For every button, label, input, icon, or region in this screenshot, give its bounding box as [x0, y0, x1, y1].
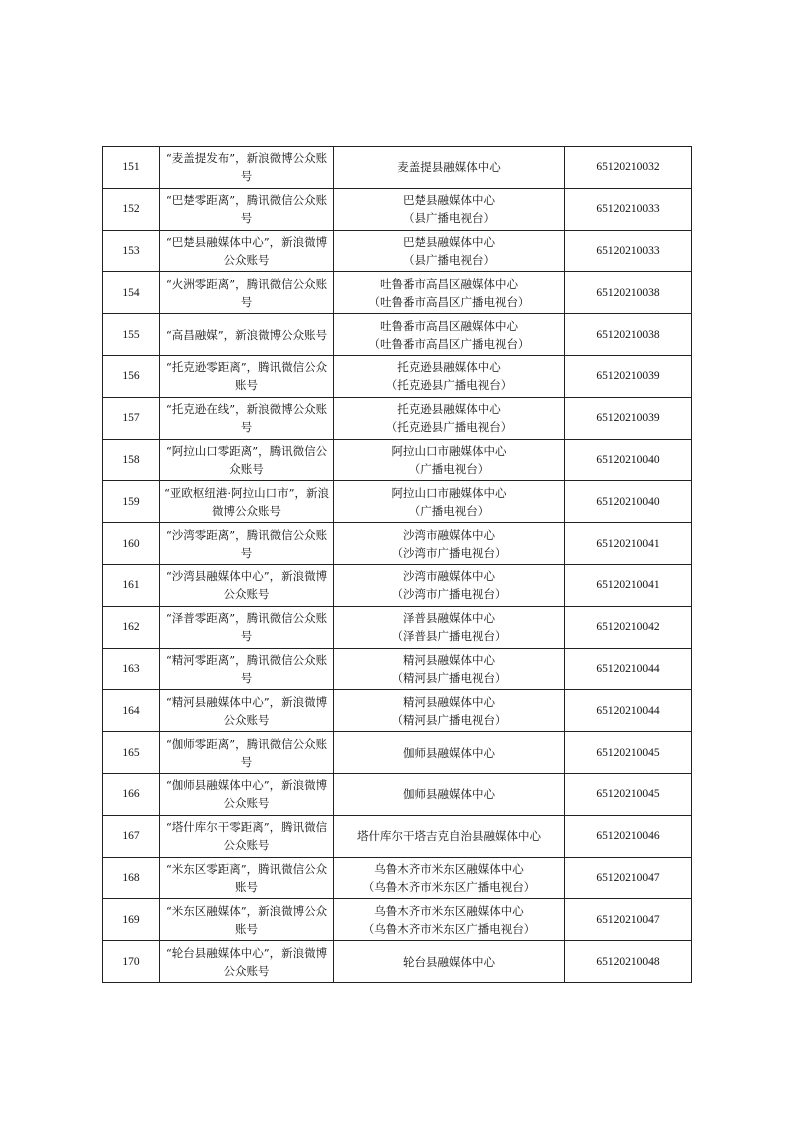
row-number: 151	[103, 147, 160, 189]
account-name-line: “托克逊在线”，新浪微博公众账	[165, 402, 328, 417]
account-name-cell	[160, 314, 334, 356]
account-name-cell	[160, 773, 334, 815]
account-name-line: 号	[240, 545, 253, 560]
account-name-cell	[160, 648, 334, 690]
operating-unit-cell	[334, 147, 565, 189]
table-row	[103, 188, 692, 230]
table-row	[103, 606, 692, 648]
license-number: 65120210044	[565, 690, 692, 732]
operating-unit-line: （沙湾市广播电视台）	[391, 587, 507, 602]
operating-unit-cell	[334, 815, 565, 857]
operating-unit-cell	[334, 564, 565, 606]
operating-unit-line: 巴楚县融媒体中心	[403, 234, 495, 249]
license-number: 65120210038	[565, 272, 692, 314]
account-name-line: “高昌融媒”，新浪微博公众账号	[165, 327, 328, 342]
operating-unit-line: 沙湾市融媒体中心	[403, 569, 495, 584]
operating-unit-line: （广播电视台）	[408, 461, 490, 476]
account-name-cell	[160, 606, 334, 648]
operating-unit-cell	[334, 272, 565, 314]
account-name-line: 号	[240, 211, 253, 226]
license-number: 65120210046	[565, 815, 692, 857]
table-row	[103, 523, 692, 565]
operating-unit-line: 泽普县融媒体中心	[403, 611, 495, 626]
account-name-cell	[160, 355, 334, 397]
account-name-line: 微博公众账号	[212, 503, 281, 518]
account-name-line: 公众账号	[223, 252, 270, 267]
operating-unit-cell	[334, 690, 565, 732]
operating-unit-line: 麦盖提县融媒体中心	[397, 160, 501, 175]
account-name-line: 号	[240, 670, 253, 685]
table-row	[103, 941, 692, 983]
row-number: 161	[103, 564, 160, 606]
account-name-line: 账号	[235, 378, 258, 393]
row-number: 153	[103, 230, 160, 272]
account-name-cell	[160, 439, 334, 481]
account-name-line: 公众账号	[223, 796, 270, 811]
operating-unit-line: 伽师县融媒体中心	[403, 745, 495, 760]
account-name-line: 公众账号	[223, 963, 270, 978]
account-name-cell	[160, 272, 334, 314]
operating-unit-line: 沙湾市融媒体中心	[403, 527, 495, 542]
operating-unit-cell	[334, 606, 565, 648]
table-row	[103, 355, 692, 397]
table-row	[103, 899, 692, 941]
account-name-cell	[160, 690, 334, 732]
operating-unit-line: （托克逊县广播电视台）	[385, 420, 513, 435]
operating-unit-line: 吐鲁番市高昌区融媒体中心	[380, 276, 518, 291]
operating-unit-cell	[334, 523, 565, 565]
operating-unit-cell	[334, 230, 565, 272]
table-row	[103, 815, 692, 857]
row-number: 166	[103, 773, 160, 815]
row-number: 165	[103, 732, 160, 774]
operating-unit-line: 精河县融媒体中心	[403, 652, 495, 667]
account-name-line: “泽普零距离”，腾讯微信公众账	[165, 611, 328, 626]
license-number: 65120210045	[565, 732, 692, 774]
license-number: 65120210039	[565, 397, 692, 439]
account-name-line: 公众账号	[223, 587, 270, 602]
account-name-line: 公众账号	[223, 712, 270, 727]
operating-unit-cell	[334, 857, 565, 899]
account-name-line: “亚欧枢纽港·阿拉山口市”，新浪	[164, 485, 329, 500]
account-name-line: “巴楚县融媒体中心”，新浪微博	[165, 234, 328, 249]
account-name-line: “麦盖提发布”，新浪微博公众账	[165, 151, 328, 166]
operating-unit-line: 托克逊县融媒体中心	[397, 360, 501, 375]
operating-unit-line: （乌鲁木齐市米东区广播电视台）	[362, 879, 536, 894]
operating-unit-line: （县广播电视台）	[403, 252, 495, 267]
operating-unit-line: 巴楚县融媒体中心	[403, 193, 495, 208]
row-number: 167	[103, 815, 160, 857]
table-row	[103, 481, 692, 523]
row-number: 155	[103, 314, 160, 356]
account-name-line: 号	[240, 629, 253, 644]
account-name-cell	[160, 899, 334, 941]
row-number: 168	[103, 857, 160, 899]
account-name-cell	[160, 564, 334, 606]
account-name-cell	[160, 941, 334, 983]
account-name-cell	[160, 397, 334, 439]
operating-unit-line: 阿拉山口市融媒体中心	[391, 443, 507, 458]
license-number: 65120210032	[565, 147, 692, 189]
license-number: 65120210047	[565, 857, 692, 899]
table-row	[103, 397, 692, 439]
account-name-line: “精河县融媒体中心”，新浪微博	[165, 694, 328, 709]
row-number: 164	[103, 690, 160, 732]
account-name-line: 号	[240, 294, 253, 309]
account-name-line: “伽师零距离”，腾讯微信公众账	[165, 736, 328, 751]
operating-unit-cell	[334, 899, 565, 941]
license-number: 65120210042	[565, 606, 692, 648]
operating-unit-line: （精河县广播电视台）	[391, 670, 507, 685]
operating-unit-line: 乌鲁木齐市米东区融媒体中心	[374, 861, 524, 876]
account-name-line: “巴楚零距离”，腾讯微信公众账	[165, 193, 328, 208]
row-number: 160	[103, 523, 160, 565]
account-name-line: “火洲零距离”，腾讯微信公众账	[165, 276, 328, 291]
table-row	[103, 439, 692, 481]
account-name-line: “阿拉山口零距离”，腾讯微信公	[165, 443, 328, 458]
account-name-cell	[160, 732, 334, 774]
account-name-line: “塔什库尔干零距离”，腾讯微信	[165, 820, 328, 835]
table-row	[103, 857, 692, 899]
operating-unit-line: （吐鲁番市高昌区广播电视台）	[368, 294, 530, 309]
table-row	[103, 732, 692, 774]
operating-unit-cell	[334, 481, 565, 523]
account-name-line: “托克逊零距离”，腾讯微信公众	[165, 360, 328, 375]
operating-unit-cell	[334, 732, 565, 774]
table-row	[103, 272, 692, 314]
operating-unit-line: 托克逊县融媒体中心	[397, 402, 501, 417]
account-name-cell	[160, 147, 334, 189]
account-name-cell	[160, 523, 334, 565]
operating-unit-cell	[334, 439, 565, 481]
table-row	[103, 648, 692, 690]
account-name-line: 号	[240, 754, 253, 769]
row-number: 152	[103, 188, 160, 230]
account-name-line: “沙湾零距离”，腾讯微信公众账	[165, 527, 328, 542]
row-number: 157	[103, 397, 160, 439]
table-row	[103, 230, 692, 272]
operating-unit-cell	[334, 355, 565, 397]
license-number: 65120210044	[565, 648, 692, 690]
row-number: 170	[103, 941, 160, 983]
account-name-line: 公众账号	[223, 838, 270, 853]
account-name-cell	[160, 857, 334, 899]
operating-unit-line: （乌鲁木齐市米东区广播电视台）	[362, 921, 536, 936]
account-name-line: “伽师县融媒体中心”，新浪微博	[165, 778, 328, 793]
row-number: 154	[103, 272, 160, 314]
operating-unit-line: 轮台县融媒体中心	[403, 954, 495, 969]
account-name-cell	[160, 481, 334, 523]
account-name-line: 号	[240, 169, 253, 184]
account-name-line: “沙湾县融媒体中心”，新浪微博	[165, 569, 328, 584]
operating-unit-cell	[334, 314, 565, 356]
operating-unit-cell	[334, 648, 565, 690]
operating-unit-line: （吐鲁番市高昌区广播电视台）	[368, 336, 530, 351]
license-number: 65120210045	[565, 773, 692, 815]
account-name-cell	[160, 188, 334, 230]
operating-unit-cell	[334, 188, 565, 230]
table-row	[103, 690, 692, 732]
operating-unit-line: 阿拉山口市融媒体中心	[391, 485, 507, 500]
account-name-line: 账号	[235, 879, 258, 894]
operating-unit-line: 乌鲁木齐市米东区融媒体中心	[374, 903, 524, 918]
row-number: 158	[103, 439, 160, 481]
row-number: 169	[103, 899, 160, 941]
license-number: 65120210047	[565, 899, 692, 941]
account-name-line: “轮台县融媒体中心”，新浪微博	[165, 945, 328, 960]
account-name-line: 众账号	[229, 461, 264, 476]
operating-unit-line: 塔什库尔干塔吉克自治县融媒体中心	[357, 829, 541, 844]
row-number: 156	[103, 355, 160, 397]
table-row	[103, 564, 692, 606]
operating-unit-line: （县广播电视台）	[403, 211, 495, 226]
license-number: 65120210041	[565, 564, 692, 606]
operating-unit-line: （泽普县广播电视台）	[391, 629, 507, 644]
license-number: 65120210038	[565, 314, 692, 356]
account-name-line: “精河零距离”，腾讯微信公众账	[165, 652, 328, 667]
operating-unit-line: （精河县广播电视台）	[391, 712, 507, 727]
operating-unit-line: （广播电视台）	[408, 503, 490, 518]
operating-unit-line: 精河县融媒体中心	[403, 694, 495, 709]
operating-unit-line: （沙湾市广播电视台）	[391, 545, 507, 560]
account-name-line: 号	[240, 420, 253, 435]
account-name-line: 账号	[235, 921, 258, 936]
account-name-cell	[160, 815, 334, 857]
operating-unit-cell	[334, 397, 565, 439]
table-row	[103, 147, 692, 189]
table-row	[103, 773, 692, 815]
account-name-line: “米东区零距离”，腾讯微信公众	[165, 861, 328, 876]
license-number: 65120210039	[565, 355, 692, 397]
operating-unit-line: （托克逊县广播电视台）	[385, 378, 513, 393]
license-number: 65120210048	[565, 941, 692, 983]
license-number: 65120210041	[565, 523, 692, 565]
license-number: 65120210040	[565, 481, 692, 523]
license-number: 65120210033	[565, 230, 692, 272]
row-number: 159	[103, 481, 160, 523]
operating-unit-cell	[334, 941, 565, 983]
license-number: 65120210040	[565, 439, 692, 481]
table-row	[103, 314, 692, 356]
table-body	[103, 147, 692, 983]
account-name-line: “米东区融媒体”，新浪微博公众	[165, 903, 328, 918]
license-number: 65120210033	[565, 188, 692, 230]
row-number: 163	[103, 648, 160, 690]
account-name-cell	[160, 230, 334, 272]
operating-unit-cell	[334, 773, 565, 815]
row-number: 162	[103, 606, 160, 648]
media-account-table	[102, 146, 692, 983]
operating-unit-line: 伽师县融媒体中心	[403, 787, 495, 802]
operating-unit-line: 吐鲁番市高昌区融媒体中心	[380, 318, 518, 333]
